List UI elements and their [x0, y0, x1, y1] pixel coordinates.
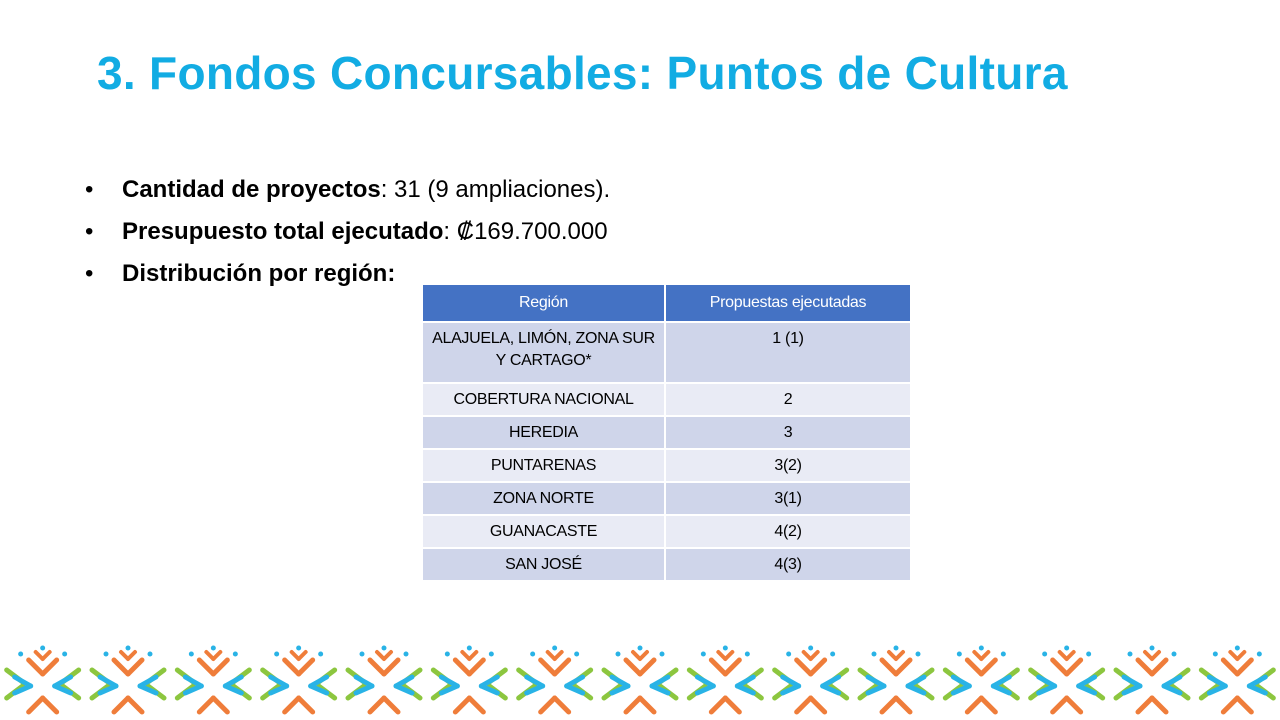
bullet-icon: • — [85, 218, 94, 245]
cell-value: 2 — [665, 383, 911, 416]
cell-value: 3(1) — [665, 482, 911, 515]
border-motif — [348, 646, 420, 713]
bullet-item-projects — [85, 172, 610, 214]
border-motif — [7, 646, 79, 713]
bullet-item-budget — [85, 214, 610, 256]
cell-region: HEREDIA — [422, 416, 665, 449]
cell-value: 3 — [665, 416, 911, 449]
border-motif — [604, 646, 676, 713]
border-motif — [860, 646, 932, 713]
cell-region: SAN JOSÉ — [422, 548, 665, 581]
bullet-list — [85, 172, 610, 298]
bullet-label: Distribución por región: — [122, 260, 396, 287]
bullet-label: Presupuesto total ejecutado — [122, 218, 444, 245]
cell-value: 4(2) — [665, 515, 911, 548]
border-motif — [263, 646, 335, 713]
border-motif — [689, 646, 761, 713]
slide-title: 3. Fondos Concursables: Puntos de Cultura — [97, 47, 1068, 99]
table-row — [422, 515, 911, 548]
cell-region: COBERTURA NACIONAL — [422, 383, 665, 416]
header-proposals: Propuestas ejecutadas — [665, 284, 911, 322]
border-motif — [775, 646, 847, 713]
table-header-row — [422, 284, 911, 322]
border-motif — [177, 646, 249, 713]
border-motif — [1031, 646, 1103, 713]
bullet-icon: • — [85, 260, 94, 287]
table-row — [422, 416, 911, 449]
bullet-icon: • — [85, 176, 94, 203]
table-row — [422, 449, 911, 482]
decorative-border-pattern — [0, 640, 1280, 720]
cell-region: PUNTARENAS — [422, 449, 665, 482]
border-motif — [519, 646, 591, 713]
table-row — [422, 383, 911, 416]
header-region: Región — [422, 284, 665, 322]
table-row — [422, 548, 911, 581]
cell-region: GUANACASTE — [422, 515, 665, 548]
cell-value: 3(2) — [665, 449, 911, 482]
table-row — [422, 322, 911, 383]
border-motif — [1201, 646, 1273, 713]
border-motif — [433, 646, 505, 713]
cell-value: 4(3) — [665, 548, 911, 581]
cell-value: 1 (1) — [665, 322, 911, 383]
cell-region: ZONA NORTE — [422, 482, 665, 515]
table-row — [422, 482, 911, 515]
region-table — [421, 283, 912, 582]
border-motif — [1116, 646, 1188, 713]
bullet-value: : ₡169.700.000 — [443, 218, 608, 245]
bullet-value: : 31 (9 ampliaciones). — [380, 176, 611, 203]
bullet-label: Cantidad de proyectos — [122, 176, 381, 203]
cell-region: ALAJUELA, LIMÓN, ZONA SUR Y CARTAGO* — [422, 322, 665, 383]
border-motif — [92, 646, 164, 713]
border-motif — [945, 646, 1017, 713]
